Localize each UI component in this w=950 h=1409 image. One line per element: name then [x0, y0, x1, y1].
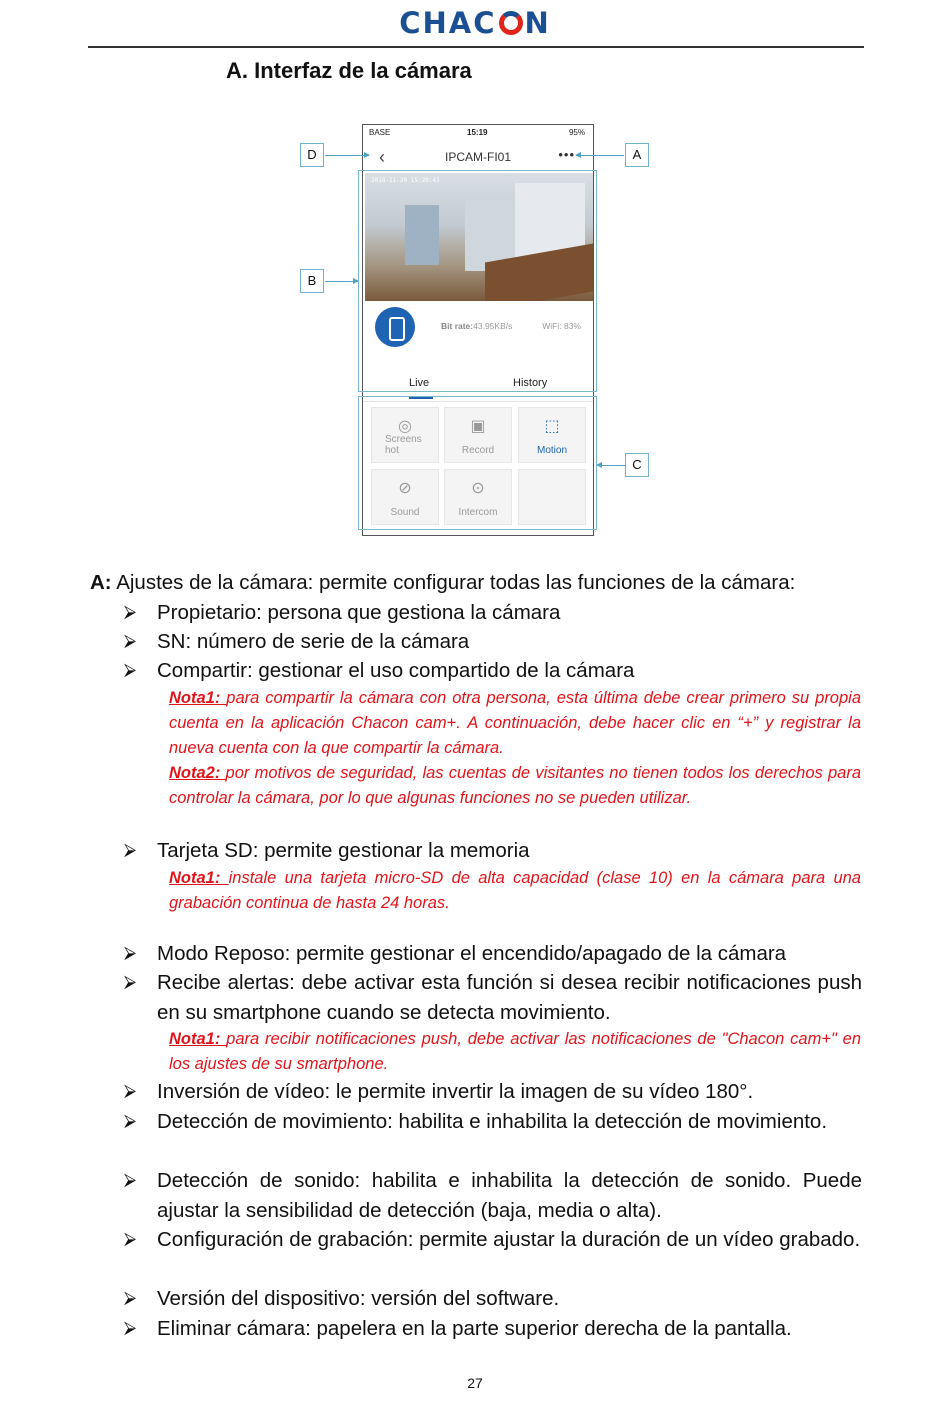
battery-level: 95%	[568, 128, 585, 137]
wifi-readout: WiFi: 83%	[542, 321, 581, 331]
list-item: ⮚ Versión del dispositivo: versión del software.	[124, 1284, 862, 1314]
arrow-bullet-icon: ⮚	[124, 602, 137, 622]
arrow-bullet-icon: ⮚	[124, 660, 137, 680]
brand-logo: CHAC N	[399, 6, 551, 40]
sound-muted-icon: ⊘	[398, 480, 412, 497]
record-label: Record	[461, 445, 495, 456]
arrow-bullet-icon: ⮚	[124, 840, 137, 860]
sound-label: Sound	[390, 507, 420, 518]
arrow-bullet-icon: ⮚	[124, 1229, 137, 1249]
screenshot-label: Screens hot	[385, 434, 422, 456]
note-share-account: Nota1: para compartir la cámara con otra persona, esta última debe crear primero su propia cuenta en la aplicación Chacon cam+. A continuación, debe hacer clic en “+” y registrar la nueva cuenta con la que compartir la cámara.	[169, 689, 862, 757]
callout-label-d: D	[300, 143, 324, 167]
list-item: ⮚ Propietario: persona que gestiona la cámara	[124, 598, 862, 628]
motion-icon: ⬚	[544, 418, 560, 435]
callout-arrow-d	[325, 155, 369, 156]
callout-arrow-a	[576, 155, 624, 156]
note-visitor-rights: Nota2: por motivos de seguridad, las cuentas de visitantes no tienen todos los derechos para controlar la cámara, por lo que algunas funciones no se pueden utilizar.	[169, 764, 861, 807]
tab-history[interactable]: History	[513, 377, 548, 389]
arrow-bullet-icon: ⮚	[124, 1288, 137, 1308]
note-sd-card: Nota1: instale una tarjeta micro-SD de alta capacidad (clase 10) en la cámara para una grabación continua de hasta 24 horas.	[169, 869, 861, 912]
list-item: ⮚ Detección de movimiento: habilita e inhabilita la detección de movimiento.	[124, 1107, 862, 1137]
callout-label-b: B	[300, 269, 324, 293]
list-item: ⮚ SN: número de serie de la cámara	[124, 627, 862, 657]
arrow-bullet-icon: ⮚	[124, 1170, 137, 1190]
bitrate-readout: Bit rate:43.95KB/s	[441, 321, 513, 331]
arrow-bullet-icon: ⮚	[124, 1318, 137, 1338]
section-title: A. Interfaz de la cámara	[226, 58, 472, 83]
list-item: ⮚ Tarjeta SD: permite gestionar la memoria	[124, 836, 862, 866]
header-divider	[88, 46, 864, 48]
callout-arrow-b	[325, 281, 358, 282]
list-item: ⮚ Eliminar cámara: papelera en la parte superior derecha de la pantalla.	[124, 1314, 862, 1344]
arrow-bullet-icon: ⮚	[124, 1111, 137, 1131]
arrow-bullet-icon: ⮚	[124, 943, 137, 963]
microphone-icon: ⊙	[471, 480, 485, 497]
callout-frame-c	[358, 396, 597, 530]
callout-label-a: A	[625, 143, 649, 167]
list-item: ⮚ Detección de sonido: habilita e inhabilita la detección de sonido. Puede ajustar la sensibilidad de detección (baja, media o alta).	[124, 1166, 862, 1225]
note-push-notifications: Nota1: para recibir notificaciones push, debe activar las notificaciones de "Chacon cam+" en los ajustes de su smartphone.	[169, 1030, 862, 1073]
video-timestamp: 2018-11-20 15:20:43	[371, 177, 440, 184]
record-icon: ▣	[470, 418, 486, 435]
list-item: ⮚ Modo Reposo: permite gestionar el encendido/apagado de la cámara	[124, 939, 862, 969]
list-item: ⮚ Compartir: gestionar el uso compartido de la cámara	[124, 656, 862, 686]
back-icon[interactable]: ‹	[379, 147, 385, 167]
camera-name: IPCAM-FI01	[444, 150, 511, 164]
list-item: ⮚ Inversión de vídeo: le permite invertir la imagen de su vídeo 180°.	[124, 1077, 862, 1107]
intercom-label: Intercom	[458, 507, 498, 518]
arrow-bullet-icon: ⮚	[124, 631, 137, 651]
status-time: 15:19	[467, 128, 488, 137]
callout-label-c: C	[625, 453, 649, 477]
carrier-label: BASE	[369, 128, 391, 137]
tab-live[interactable]: Live	[409, 377, 430, 389]
screenshot-icon: ◎	[398, 418, 412, 435]
intro-paragraph: A: Ajustes de la cámara: permite configurar todas las funciones de la cámara:	[90, 571, 796, 594]
callout-frame-b	[358, 170, 597, 392]
arrow-bullet-icon: ⮚	[124, 972, 137, 992]
nav-bar	[363, 143, 593, 171]
list-item: ⮚ Recibe alertas: debe activar esta función si desea recibir notificaciones push en su smartphone cuando se detecta movimiento.	[124, 968, 862, 1027]
list-item: ⮚ Configuración de grabación: permite ajustar la duración de un vídeo grabado.	[124, 1225, 862, 1255]
page-number: 27	[467, 1375, 483, 1391]
arrow-bullet-icon: ⮚	[124, 1081, 137, 1101]
status-bar	[363, 125, 593, 141]
callout-arrow-c	[597, 465, 625, 466]
motion-label: Motion	[536, 445, 567, 456]
logo-o-mark	[499, 11, 523, 35]
more-options-icon[interactable]: •••	[558, 147, 575, 162]
